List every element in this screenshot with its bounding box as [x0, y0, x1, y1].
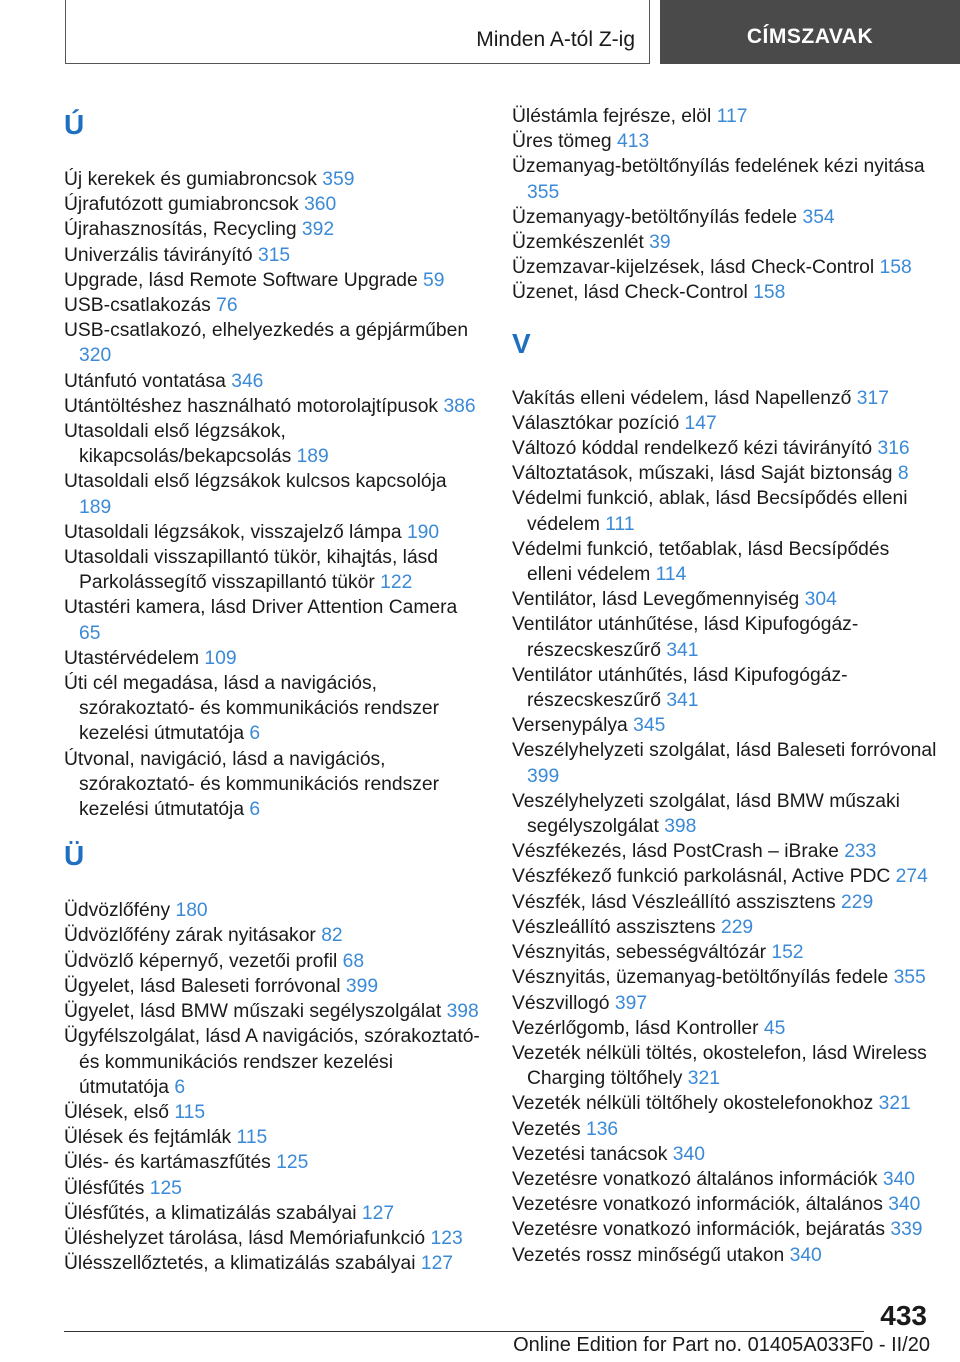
index-entry [512, 839, 937, 864]
page-link[interactable]: 125 [149, 1177, 182, 1199]
page-link[interactable]: 360 [304, 194, 337, 216]
page-link[interactable]: 76 [216, 295, 238, 317]
index-entry [64, 923, 484, 948]
index-entry-text: Vezetésre vonatkozó információk, általános [512, 1194, 883, 1216]
page-link[interactable]: 158 [879, 257, 912, 279]
index-entry-text: Vakítás elleni védelem, lásd Napellenző [512, 387, 852, 409]
page-link[interactable]: 399 [345, 975, 379, 997]
index-entry-text: Ügyelet, lásd Baleseti forróvonal [64, 975, 341, 997]
index-entry-text: Ülésszellőztetés, a klimatizálás szabályai [64, 1253, 416, 1275]
index-entry [512, 1167, 937, 1192]
page-link[interactable]: 398 [446, 1001, 479, 1023]
index-entry-text: Újrahasznosítás, Recycling [64, 219, 297, 241]
index-entry-text: Üdvözlőfény zárak nyitásakor [64, 925, 316, 947]
page-link[interactable]: 340 [672, 1143, 705, 1165]
page-link[interactable]: 123 [430, 1227, 463, 1249]
index-entry [64, 1024, 484, 1100]
page-link[interactable]: 354 [802, 206, 835, 228]
index-entry [64, 520, 484, 545]
index-entry [64, 671, 484, 747]
page-link[interactable]: 125 [276, 1152, 309, 1174]
index-entry-text: Vezetés [512, 1118, 581, 1140]
page-link[interactable]: 117 [716, 106, 748, 127]
page-link[interactable]: 6 [249, 799, 261, 821]
index-entry-text: Utasoldali első légzsákok kulcsos kapcsolója [64, 471, 447, 493]
page-link[interactable]: 65 [79, 622, 101, 644]
index-entry [64, 243, 484, 268]
footer-edition: Online Edition for Part no. 01405A033F0 - II/20 [513, 1334, 930, 1356]
index-entry-text: Ülések és fejtámlák [64, 1127, 232, 1149]
page-link[interactable]: 386 [443, 395, 476, 417]
index-entry-text: Változó kóddal rendelkező kézi távirányító [512, 438, 873, 460]
index-entry-text: Utántöltéshez használható motorolajtípusok [64, 395, 439, 417]
index-entry-text: USB-csatlakozás [64, 295, 211, 317]
index-column-left [64, 91, 484, 1276]
index-entry-text: Választókar pozíció [512, 412, 680, 434]
index-entry-text: Veszélyhelyzeti szolgálat, lásd BMW műszaki segélyszolgálat [512, 790, 900, 838]
page-link[interactable]: 321 [687, 1068, 720, 1090]
page-link[interactable]: 45 [763, 1017, 786, 1039]
index-entry [64, 167, 484, 192]
index-entry-text: Vezeték nélküli töltőhely okostelefonokhoz [512, 1093, 874, 1115]
index-entry [64, 192, 484, 217]
index-entry-text: Vezetésre vonatkozó információk, bejáratás [512, 1219, 885, 1241]
index-entry-text: Utasoldali első légzsákok, kikapcsolás/bekapcsolás [64, 421, 292, 468]
index-entry-text: Utastéri kamera, lásd Driver Attention Camera [64, 597, 458, 619]
index-entry [64, 646, 484, 671]
index-letter-heading: Ü [64, 840, 85, 872]
index-entry [512, 1117, 937, 1142]
index-entry [512, 991, 937, 1016]
index-entry-text: Utasoldali légzsákok, visszajelző lámpa [64, 521, 402, 543]
index-entry-text: Üléshelyzet tárolása, lásd Memóriafunkció [64, 1227, 426, 1249]
page-link[interactable]: 304 [804, 589, 837, 611]
index-entry-text: Ülésfűtés [64, 1177, 145, 1199]
index-entry-text: Vészfékező funkció parkolásnál, Active PDC [512, 866, 891, 888]
index-entry [64, 1125, 484, 1150]
index-entry-text: Vezeték nélküli töltés, okostelefon, lásd Wireless Charging töltőhely [512, 1042, 927, 1090]
page-link[interactable]: 355 [893, 967, 926, 989]
index-entry [512, 713, 937, 738]
index-entry [512, 1016, 937, 1041]
page-link[interactable]: 233 [844, 841, 877, 863]
index-entry-text: Ventilátor utánhűtése, lásd Kipufogógáz-részecskeszűrő [512, 614, 859, 661]
index-entry [64, 949, 484, 974]
page-link[interactable]: 158 [753, 282, 786, 304]
index-entry-text: Vezetési tanácsok [512, 1143, 668, 1165]
index-entry-text: Üzemkészenlét [512, 232, 644, 254]
index-entry-text: Versenypálya [512, 715, 628, 737]
page-link[interactable]: 397 [614, 992, 648, 1014]
page-link[interactable]: 190 [406, 521, 440, 543]
breadcrumb: Minden A-tól Z-ig [476, 28, 635, 51]
index-entry [512, 461, 937, 486]
page-number: 433 [880, 1300, 927, 1331]
index-entry [512, 1217, 937, 1242]
page-link[interactable]: 315 [257, 244, 291, 266]
index-column-right [512, 104, 937, 1268]
index-entry [512, 411, 937, 436]
index-entry [512, 738, 937, 788]
index-entry-text: Veszélyhelyzeti szolgálat, lásd Baleseti forróvonal [512, 740, 937, 762]
index-entry-text: Ügyelet, lásd BMW műszaki segélyszolgálat [64, 1001, 442, 1023]
index-entry-text: Üdvözlőfény [64, 900, 171, 922]
index-entry [512, 230, 937, 255]
index-entry-text: Ventilátor utánhűtés, lásd Kipufogógáz-részecskeszűrő [512, 664, 848, 712]
index-entry-text: Utánfutó vontatása [64, 370, 226, 392]
index-entry-text: Vezetés rossz minőségű utakon [512, 1244, 785, 1266]
index-entry [512, 612, 937, 662]
index-entry-text: Ügyfélszolgálat, lásd A navigációs, szórakoztató- és kommunikációs rendszer kezelési útmutatója [64, 1026, 480, 1098]
index-entry [64, 369, 484, 394]
footer-divider [64, 1331, 864, 1332]
index-entry-text: Változtatások, műszaki, lásd Saját biztonság [512, 463, 893, 485]
index-entry [64, 217, 484, 242]
page-link[interactable]: 341 [666, 639, 699, 661]
index-entry-text: Új kerekek és gumiabroncsok [64, 169, 317, 190]
index-entry-text: Upgrade, lásd Remote Software Upgrade [64, 269, 418, 291]
page-link[interactable]: 355 [527, 181, 560, 203]
index-entry [512, 890, 937, 915]
page-link[interactable]: 339 [890, 1219, 923, 1241]
page-link[interactable]: 398 [664, 816, 697, 838]
index-entry [512, 1192, 937, 1217]
page-link[interactable]: 317 [856, 387, 889, 409]
page-link[interactable]: 6 [249, 723, 261, 745]
page-link[interactable]: 189 [79, 496, 112, 518]
index-entry-text: Üzenet, lásd Check-Control [512, 282, 748, 304]
page-link[interactable]: 180 [175, 900, 208, 922]
index-entry [512, 915, 937, 940]
index-entry [64, 1251, 484, 1276]
index-entry-text: Útvonal, navigáció, lásd a navigációs, szórakoztató- és kommunikációs rendszer kezelési útmutatója [64, 748, 440, 821]
index-entry-text: Vészvillogó [512, 992, 610, 1014]
page-link[interactable]: 340 [789, 1244, 822, 1266]
index-entry [512, 537, 937, 587]
index-entry-text: Vésznyitás, sebességváltózár [512, 942, 766, 964]
page-link[interactable]: 399 [527, 765, 560, 787]
index-entry [64, 469, 484, 519]
index-entry-text: Védelmi funkció, tetőablak, lásd Becsípődés elleni védelem [512, 538, 890, 586]
index-entry [512, 280, 937, 305]
section-tab[interactable]: CÍMSZAVAK [660, 0, 960, 64]
index-entry [512, 1041, 937, 1091]
index-entry [64, 747, 484, 823]
index-entry [64, 419, 484, 469]
page-link[interactable]: 127 [361, 1202, 395, 1224]
index-entry-text: Vezérlőgomb, lásd Kontroller [512, 1017, 759, 1039]
page-link[interactable]: 229 [841, 891, 874, 913]
index-entry [64, 394, 484, 419]
index-entry [64, 545, 484, 595]
page-link[interactable]: 39 [649, 232, 671, 254]
index-entry-text: Ventilátor, lásd Levegőmennyiség [512, 589, 800, 611]
page-link[interactable]: 115 [174, 1101, 206, 1123]
index-entry [512, 587, 937, 612]
page-link[interactable]: 109 [204, 647, 237, 669]
page-link[interactable]: 114 [655, 564, 687, 586]
page-link[interactable]: 316 [877, 438, 910, 460]
index-entry-text: Univerzális távirányító [64, 244, 253, 266]
page-link[interactable]: 6 [174, 1076, 186, 1098]
page-link[interactable]: 122 [380, 572, 413, 594]
page-link[interactable]: 320 [79, 345, 112, 367]
index-entry-text: Ülés- és kartámaszfűtés [64, 1152, 271, 1174]
index-entry [512, 663, 937, 713]
index-entry-text: Vészleállító asszisztens [512, 916, 716, 938]
page-link[interactable]: 413 [617, 131, 650, 153]
page-link[interactable]: 59 [423, 269, 445, 291]
index-entry [64, 999, 484, 1024]
index-entry [512, 940, 937, 965]
page-link[interactable]: 189 [296, 446, 329, 468]
index-letter-heading: Ú [64, 109, 85, 140]
index-entry [64, 1176, 484, 1201]
index-entry-text: Üzemzavar-kijelzések, lásd Check-Control [512, 257, 875, 279]
page-link[interactable]: 68 [342, 950, 365, 972]
page-link[interactable]: 82 [321, 925, 343, 947]
index-entry-text: Üzemanyag-betöltőnyílás fedelének kézi nyitása [512, 156, 925, 178]
index-entry [64, 1226, 484, 1251]
index-entry [64, 1201, 484, 1226]
index-entry [512, 1091, 937, 1116]
index-entry [512, 965, 937, 990]
index-entry [512, 864, 937, 889]
index-entry [512, 129, 937, 154]
index-entry-text: Ülések, első [64, 1101, 170, 1123]
index-entry [512, 104, 937, 129]
index-entry [64, 1150, 484, 1175]
index-entry-text: Úti cél megadása, lásd a navigációs, szórakoztató- és kommunikációs rendszer kezelési útmutatója [64, 673, 440, 745]
index-entry-text: Üléstámla fejrésze, elöl [512, 106, 712, 127]
index-entry-text: Üzemanyagy-betöltőnyílás fedele [512, 206, 798, 228]
index-entry [512, 1243, 937, 1268]
index-entry [512, 255, 937, 280]
index-entry-text: Üres tömeg [512, 131, 612, 153]
index-entry-text: Vészfékezés, lásd PostCrash – iBrake [512, 841, 839, 863]
index-entry [64, 898, 484, 923]
page-link[interactable]: 8 [897, 463, 909, 485]
index-entry [512, 386, 937, 411]
page-link[interactable]: 359 [322, 169, 355, 190]
index-entry-text: Utastérvédelem [64, 647, 200, 669]
index-entry-text: Üdvözlő képernyő, vezetői profil [64, 950, 338, 972]
index-entry [512, 154, 937, 204]
page-link[interactable]: 136 [585, 1118, 619, 1140]
index-entry-text: Vésznyitás, üzemanyag-betöltőnyílás fedele [512, 967, 889, 989]
page-link[interactable]: 127 [420, 1253, 454, 1275]
page-link[interactable]: 341 [666, 690, 699, 712]
page-link[interactable]: 346 [231, 370, 264, 392]
index-entry [512, 205, 937, 230]
index-entry-text: Védelmi funkció, ablak, lásd Becsípődés elleni védelem [512, 488, 908, 535]
index-letter-heading: V [512, 327, 531, 359]
page-link[interactable]: 274 [895, 866, 928, 888]
page-link[interactable]: 147 [684, 412, 717, 434]
page-link[interactable]: 111 [605, 513, 635, 535]
page-link[interactable]: 321 [878, 1093, 911, 1115]
index-entry-text: Vészfék, lásd Vészleállító asszisztens [512, 891, 836, 913]
index-entry-text: Újrafutózott gumiabroncsok [64, 194, 299, 216]
index-entry [64, 1100, 484, 1125]
index-entry [512, 789, 937, 839]
index-entry [512, 486, 937, 536]
page-link[interactable]: 115 [236, 1127, 268, 1149]
page-link[interactable]: 340 [888, 1194, 921, 1216]
page-link[interactable]: 229 [720, 916, 754, 938]
index-entry [64, 268, 484, 293]
index-entry [512, 1142, 937, 1167]
index-entry-text: USB-csatlakozó, elhelyezkedés a gépjárműben [64, 320, 469, 342]
index-entry-text: Vezetésre vonatkozó általános információk [512, 1168, 878, 1190]
index-entry-text: Utasoldali visszapillantó tükör, kihajtás, lásd Parkolássegítő visszapillantó tükör [64, 547, 439, 594]
index-entry [64, 293, 484, 318]
index-entry [64, 318, 484, 368]
index-entry [64, 974, 484, 999]
index-entry [64, 595, 484, 645]
page-link[interactable]: 392 [301, 219, 335, 241]
index-entry [512, 436, 937, 461]
page-link[interactable]: 340 [882, 1168, 916, 1190]
page-link[interactable]: 152 [771, 942, 804, 964]
index-entry-text: Ülésfűtés, a klimatizálás szabályai [64, 1202, 357, 1224]
page-link[interactable]: 345 [633, 715, 666, 737]
